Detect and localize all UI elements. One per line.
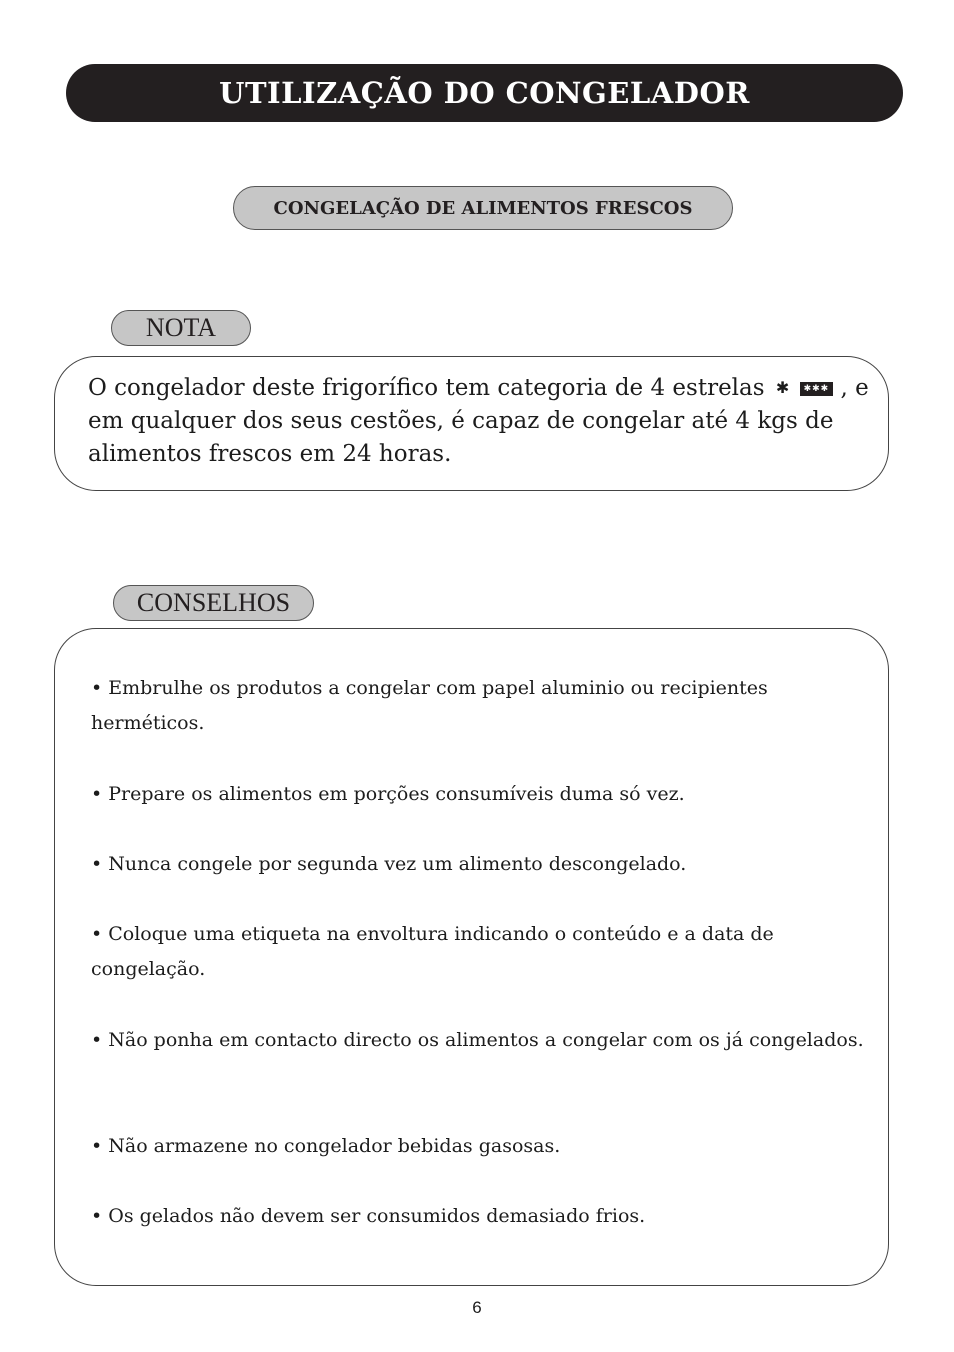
page-title: UTILIZAÇÃO DO CONGELADOR: [219, 76, 750, 110]
nota-label: NOTA: [111, 310, 251, 346]
list-item: • Nunca congele por segunda vez um alimento descongelado.: [91, 853, 687, 875]
section-subtitle: CONGELAÇÃO DE ALIMENTOS FRESCOS: [273, 197, 693, 219]
nota-text-part1: O congelador deste frigorífico tem categoria de 4 estrelas: [88, 375, 765, 401]
page-number: 6: [472, 1298, 482, 1317]
list-item: • Prepare os alimentos em porções consumíveis duma só vez.: [91, 783, 685, 805]
list-item: • Embrulhe os produtos a congelar com papel aluminio ou recipientes herméticos.: [91, 677, 768, 734]
three-star-badge-icon: ✱✱✱: [800, 382, 834, 396]
title-banner: [66, 64, 903, 122]
list-item: • Não armazene no congelador bebidas gasosas.: [91, 1135, 561, 1157]
star-icon: ✱: [775, 378, 790, 397]
nota-text-part2: , e em qualquer dos seus cestões, é capaz de congelar até 4 kgs de alimentos frescos em 24 horas.: [88, 375, 869, 467]
section-subtitle-pill: [233, 186, 733, 230]
list-item: • Coloque uma etiqueta na envoltura indicando o conteúdo e a data de congelação.: [91, 923, 774, 980]
list-item: • Não ponha em contacto directo os alimentos a congelar com os já congelados.: [91, 1029, 864, 1051]
conselhos-label: CONSELHOS: [113, 585, 314, 621]
nota-text: [88, 371, 878, 471]
list-item: • Os gelados não devem ser consumidos demasiado frios.: [91, 1205, 646, 1227]
